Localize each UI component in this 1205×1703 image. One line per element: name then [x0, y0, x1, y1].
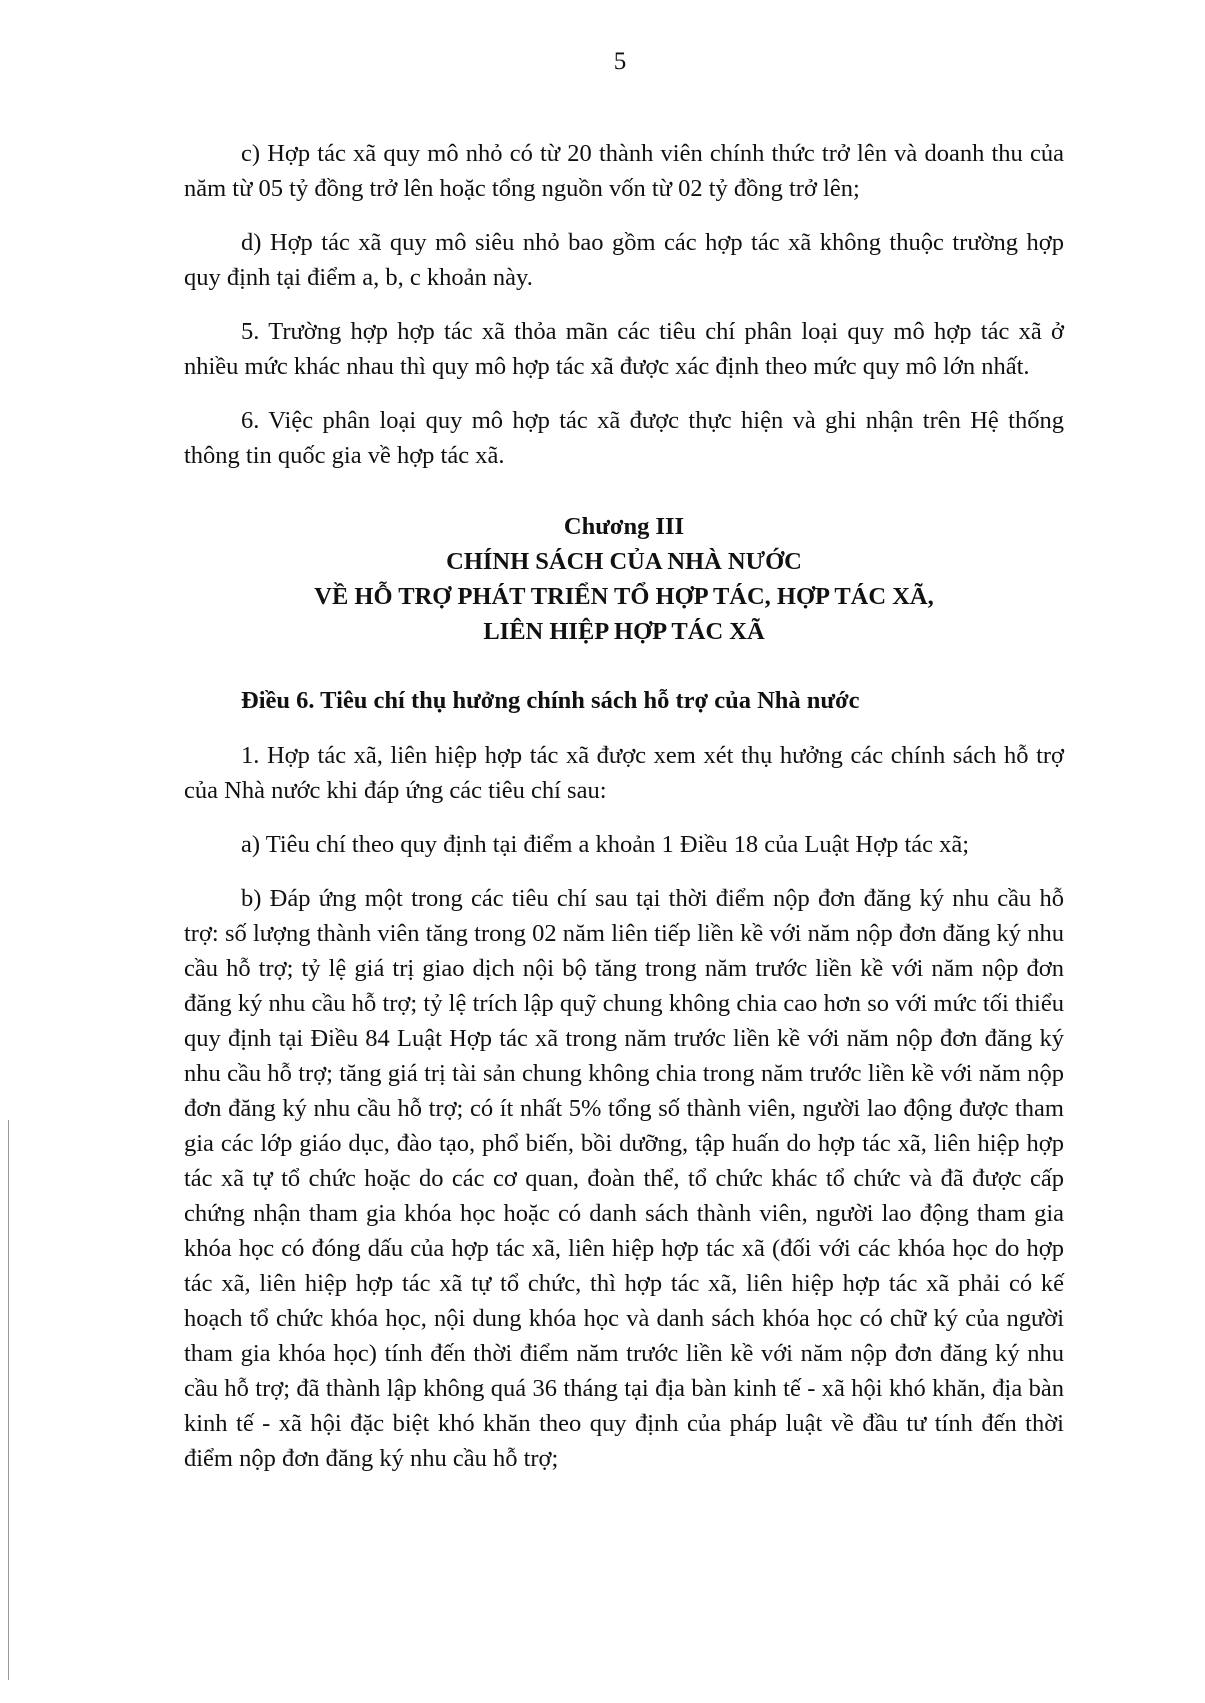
document-body: [184, 136, 1064, 1495]
article-paragraph-a: a) Tiêu chí theo quy định tại điểm a khoản 1 Điều 18 của Luật Hợp tác xã;: [241, 831, 970, 858]
paragraph-5: 5. Trường hợp hợp tác xã thỏa mãn các tiêu chí phân loại quy mô hợp tác xã ở nhiều mức khác nhau thì quy mô hợp tác xã được xác định theo mức quy mô lớn nhất.: [184, 318, 1064, 380]
article-paragraph-1: 1. Hợp tác xã, liên hiệp hợp tác xã được xem xét thụ hưởng các chính sách hỗ trợ của Nhà nước khi đáp ứng các tiêu chí sau:: [184, 742, 1064, 804]
article-paragraph-b: b) Đáp ứng một trong các tiêu chí sau tại thời điểm nộp đơn đăng ký nhu cầu hỗ trợ: số lượng thành viên tăng trong 02 năm liên tiếp liền kề với năm nộp đơn đăng ký nhu cầu hỗ trợ; tỷ lệ giá trị giao dịch nội bộ tăng trong năm trước liền kề với năm nộp đơn đăng ký nhu cầu hỗ trợ; tỷ lệ trích lập quỹ chung không chia cao hơn so với mức tối thiểu quy định tại Điều 84 Luật Hợp tác xã trong năm trước liền kề với năm nộp đơn đăng ký nhu cầu hỗ trợ; tăng giá trị tài sản chung không chia trong năm trước liền kề với năm nộp đơn đăng ký nhu cầu hỗ trợ; có ít nhất 5% tổng số thành viên, người lao động được tham gia các lớp giáo dục, đào tạo, phổ biến, bồi dưỡng, tập huấn do hợp tác xã, liên hiệp hợp tác xã tự tổ chức hoặc do các cơ quan, đoàn thể, tổ chức khác tổ chức và đã được cấp chứng nhận tham gia khóa học hoặc có danh sách thành viên, người lao động tham gia khóa học có đóng dấu của hợp tác xã, liên hiệp hợp tác xã (đối với các khóa học do hợp tác xã, liên hiệp hợp tác xã tự tổ chức, thì hợp tác xã, liên hiệp hợp tác xã phải có kế hoạch tổ chức khóa học, nội dung khóa học và danh sách khóa học có chữ ký của người tham gia khóa học) tính đến thời điểm năm trước liền kề với năm nộp đơn đăng ký nhu cầu hỗ trợ; đã thành lập không quá 36 tháng tại địa bàn kinh tế - xã hội khó khăn, địa bàn kinh tế - xã hội đặc biệt khó khăn theo quy định của pháp luật về đầu tư tính đến thời điểm nộp đơn đăng ký nhu cầu hỗ trợ;: [184, 885, 1064, 1472]
chapter-title-line: VỀ HỖ TRỢ PHÁT TRIỂN TỔ HỢP TÁC, HỢP TÁC XÃ,: [314, 583, 934, 610]
chapter-number: Chương III: [563, 513, 685, 540]
scan-edge-line: [8, 1120, 9, 1680]
paragraph-6: 6. Việc phân loại quy mô hợp tác xã được thực hiện và ghi nhận trên Hệ thống thông tin quốc gia về hợp tác xã.: [184, 407, 1064, 469]
paragraph-d: d) Hợp tác xã quy mô siêu nhỏ bao gồm các hợp tác xã không thuộc trường hợp quy định tại điểm a, b, c khoản này.: [184, 229, 1064, 291]
article-heading: Điều 6. Tiêu chí thụ hưởng chính sách hỗ trợ của Nhà nước: [241, 687, 860, 714]
paragraph-c: c) Hợp tác xã quy mô nhỏ có từ 20 thành viên chính thức trở lên và doanh thu của năm từ 05 tỷ đồng trở lên hoặc tổng nguồn vốn từ 02 tỷ đồng trở lên;: [184, 140, 1064, 202]
chapter-title-line: LIÊN HIỆP HỢP TÁC XÃ: [483, 618, 765, 645]
page-number: 5: [613, 48, 627, 75]
chapter-title-line: CHÍNH SÁCH CỦA NHÀ NƯỚC: [446, 548, 802, 575]
chapter-heading: [184, 509, 1064, 649]
